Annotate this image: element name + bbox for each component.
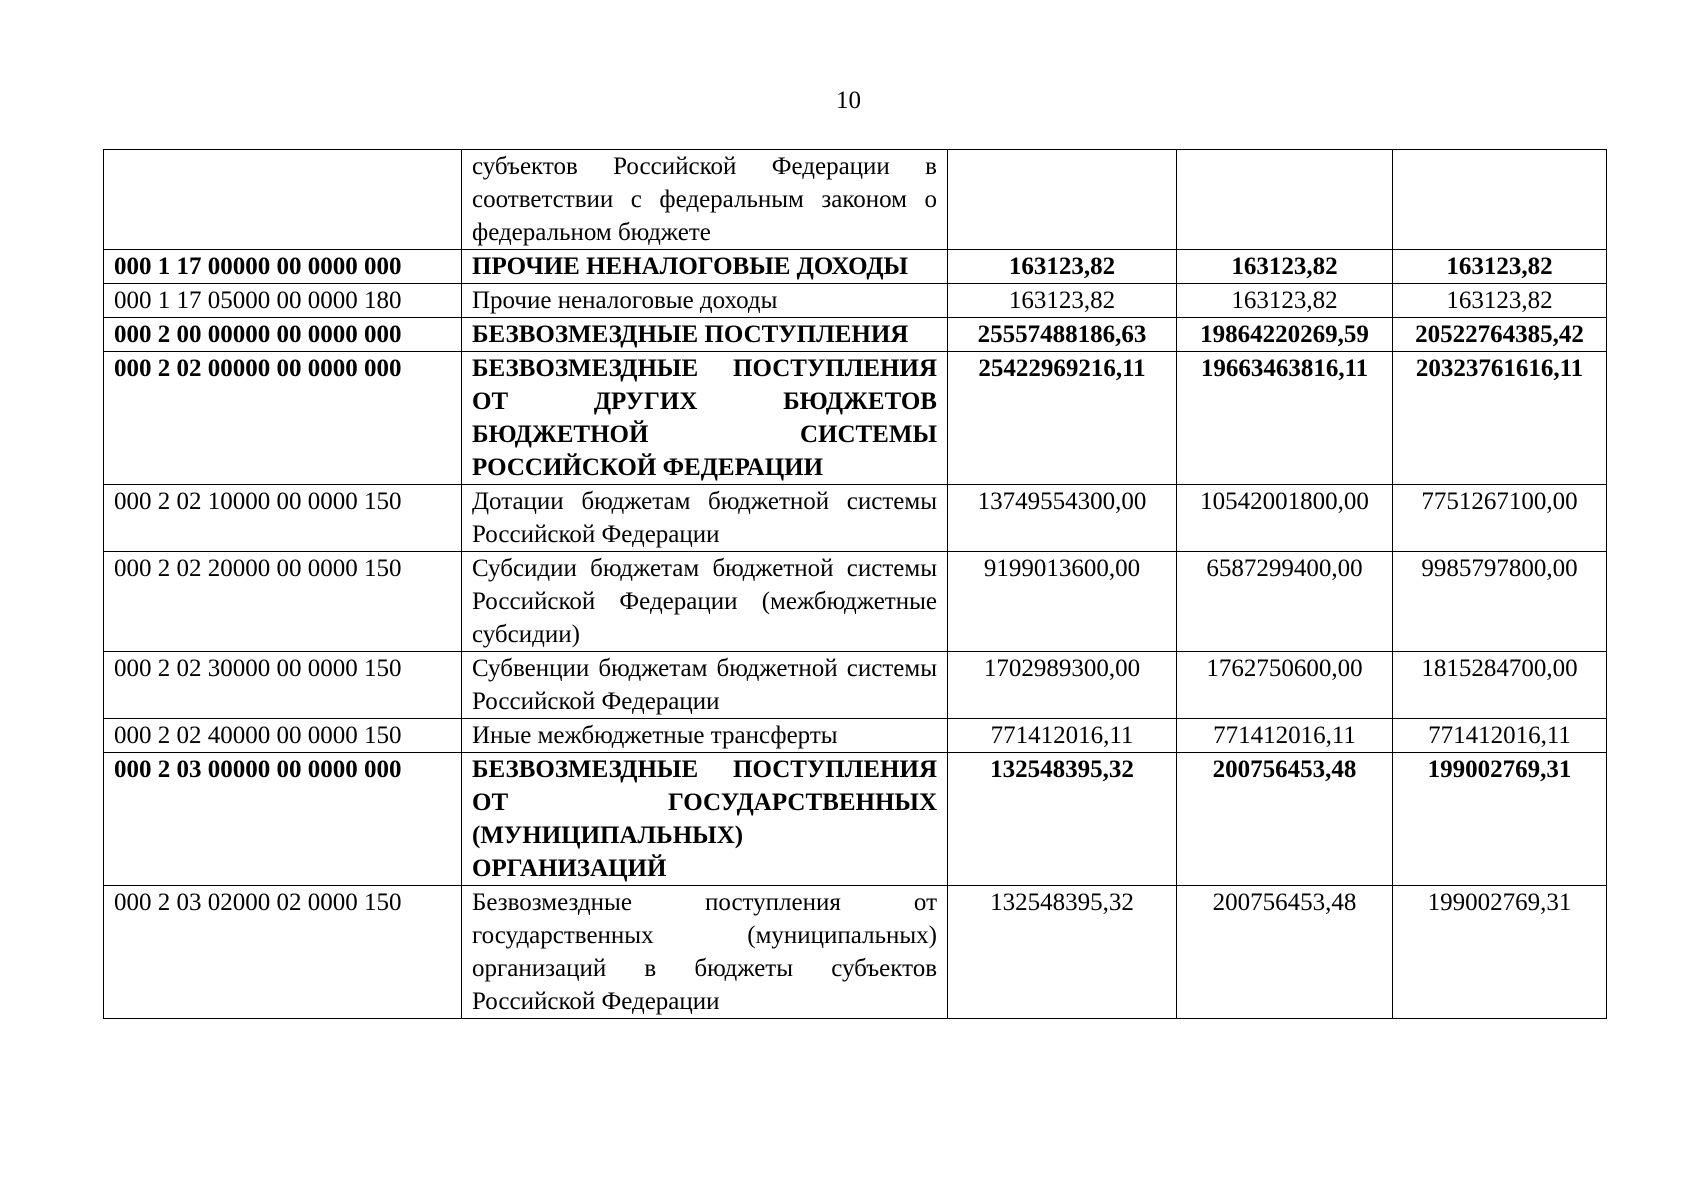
revenue-name-cell: ПРОЧИЕ НЕНАЛОГОВЫЕ ДОХОДЫ bbox=[462, 250, 948, 284]
table-row bbox=[104, 352, 1607, 485]
amount-cell-year-2: 163123,82 bbox=[1177, 250, 1393, 284]
budget-code-cell: 000 1 17 00000 00 0000 000 bbox=[104, 250, 462, 284]
amount-cell-year-1 bbox=[948, 150, 1177, 250]
amount-cell-year-1: 132548395,32 bbox=[948, 886, 1177, 1019]
revenue-name-cell: БЕЗВОЗМЕЗДНЫЕ ПОСТУПЛЕНИЯ bbox=[462, 318, 948, 352]
amount-cell-year-3: 163123,82 bbox=[1393, 284, 1607, 318]
budget-code-cell: 000 2 03 00000 00 0000 000 bbox=[104, 753, 462, 886]
amount-cell-year-2: 163123,82 bbox=[1177, 284, 1393, 318]
budget-revenue-table bbox=[103, 149, 1607, 1019]
amount-cell-year-1: 1702989300,00 bbox=[948, 652, 1177, 719]
table-row bbox=[104, 552, 1607, 652]
amount-cell-year-1: 25557488186,63 bbox=[948, 318, 1177, 352]
amount-cell-year-3: 163123,82 bbox=[1393, 250, 1607, 284]
amount-cell-year-2: 771412016,11 bbox=[1177, 719, 1393, 753]
table-row bbox=[104, 719, 1607, 753]
amount-cell-year-2: 200756453,48 bbox=[1177, 886, 1393, 1019]
amount-cell-year-1: 163123,82 bbox=[948, 284, 1177, 318]
table-row bbox=[104, 284, 1607, 318]
table-row bbox=[104, 318, 1607, 352]
table-row bbox=[104, 886, 1607, 1019]
amount-cell-year-3: 199002769,31 bbox=[1393, 886, 1607, 1019]
budget-code-cell: 000 2 02 10000 00 0000 150 bbox=[104, 485, 462, 552]
amount-cell-year-3: 9985797800,00 bbox=[1393, 552, 1607, 652]
table-row bbox=[104, 652, 1607, 719]
revenue-name-cell: БЕЗВОЗМЕЗДНЫЕ ПОСТУПЛЕНИЯ ОТ ГОСУДАРСТВЕННЫХ (МУНИЦИПАЛЬНЫХ) ОРГАНИЗАЦИЙ bbox=[462, 753, 948, 886]
amount-cell-year-1: 25422969216,11 bbox=[948, 352, 1177, 485]
table-row bbox=[104, 250, 1607, 284]
amount-cell-year-3: 20323761616,11 bbox=[1393, 352, 1607, 485]
amount-cell-year-3: 771412016,11 bbox=[1393, 719, 1607, 753]
amount-cell-year-1: 13749554300,00 bbox=[948, 485, 1177, 552]
budget-code-cell: 000 1 17 05000 00 0000 180 bbox=[104, 284, 462, 318]
amount-cell-year-3 bbox=[1393, 150, 1607, 250]
amount-cell-year-2: 1762750600,00 bbox=[1177, 652, 1393, 719]
amount-cell-year-3: 1815284700,00 bbox=[1393, 652, 1607, 719]
revenue-name-cell: Иные межбюджетные трансферты bbox=[462, 719, 948, 753]
revenue-name-cell: Дотации бюджетам бюджетной системы Российской Федерации bbox=[462, 485, 948, 552]
amount-cell-year-2: 200756453,48 bbox=[1177, 753, 1393, 886]
revenue-name-cell: субъектов Российской Федерации в соответствии с федеральным законом о федеральном бюджете bbox=[462, 150, 948, 250]
page-number: 10 bbox=[836, 87, 861, 114]
revenue-name-cell: Прочие неналоговые доходы bbox=[462, 284, 948, 318]
amount-cell-year-1: 163123,82 bbox=[948, 250, 1177, 284]
table-row bbox=[104, 485, 1607, 552]
budget-code-cell: 000 2 02 00000 00 0000 000 bbox=[104, 352, 462, 485]
table-body bbox=[104, 150, 1607, 1019]
amount-cell-year-1: 132548395,32 bbox=[948, 753, 1177, 886]
amount-cell-year-2: 19663463816,11 bbox=[1177, 352, 1393, 485]
amount-cell-year-3: 199002769,31 bbox=[1393, 753, 1607, 886]
revenue-name-cell: Субсидии бюджетам бюджетной системы Российской Федерации (межбюджетные субсидии) bbox=[462, 552, 948, 652]
budget-code-cell: 000 2 00 00000 00 0000 000 bbox=[104, 318, 462, 352]
amount-cell-year-3: 7751267100,00 bbox=[1393, 485, 1607, 552]
amount-cell-year-2: 19864220269,59 bbox=[1177, 318, 1393, 352]
revenue-name-cell: Субвенции бюджетам бюджетной системы Российской Федерации bbox=[462, 652, 948, 719]
amount-cell-year-1: 9199013600,00 bbox=[948, 552, 1177, 652]
amount-cell-year-2 bbox=[1177, 150, 1393, 250]
revenue-name-cell: БЕЗВОЗМЕЗДНЫЕ ПОСТУПЛЕНИЯ ОТ ДРУГИХ БЮДЖЕТОВ БЮДЖЕТНОЙ СИСТЕМЫ РОССИЙСКОЙ ФЕДЕРАЦИИ bbox=[462, 352, 948, 485]
table-row bbox=[104, 150, 1607, 250]
budget-code-cell: 000 2 02 30000 00 0000 150 bbox=[104, 652, 462, 719]
amount-cell-year-1: 771412016,11 bbox=[948, 719, 1177, 753]
amount-cell-year-2: 6587299400,00 bbox=[1177, 552, 1393, 652]
amount-cell-year-3: 20522764385,42 bbox=[1393, 318, 1607, 352]
table-row bbox=[104, 753, 1607, 886]
budget-code-cell bbox=[104, 150, 462, 250]
budget-code-cell: 000 2 03 02000 02 0000 150 bbox=[104, 886, 462, 1019]
budget-code-cell: 000 2 02 20000 00 0000 150 bbox=[104, 552, 462, 652]
budget-code-cell: 000 2 02 40000 00 0000 150 bbox=[104, 719, 462, 753]
amount-cell-year-2: 10542001800,00 bbox=[1177, 485, 1393, 552]
revenue-name-cell: Безвозмездные поступления от государственных (муниципальных) организаций в бюджеты субъектов Российской Федерации bbox=[462, 886, 948, 1019]
